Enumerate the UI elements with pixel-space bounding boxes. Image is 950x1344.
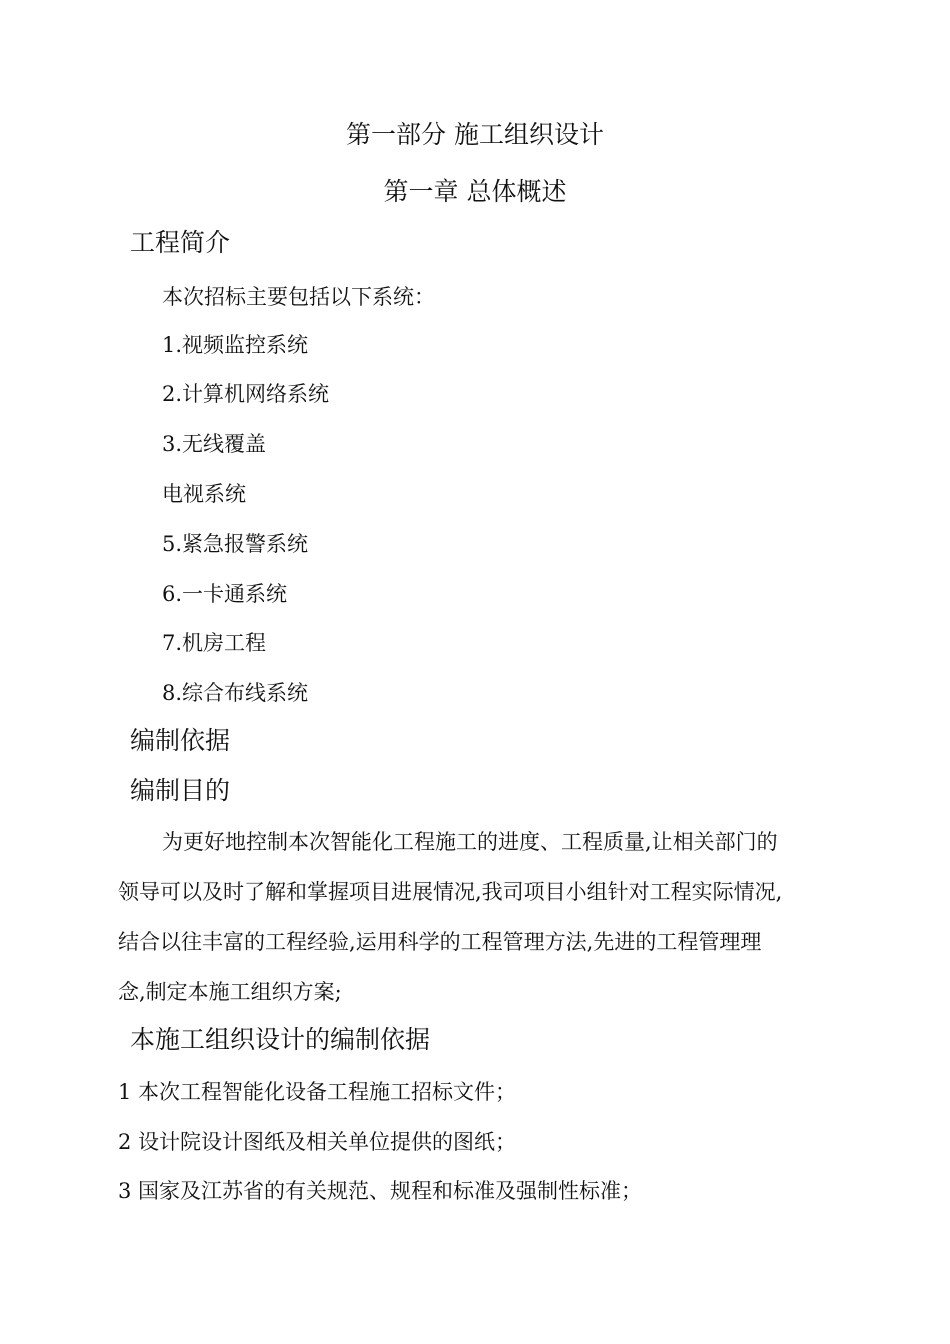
part-title: 第一部分 施工组织设计 xyxy=(346,120,604,149)
section-heading-basis: 编制依据 xyxy=(130,726,231,755)
purpose-paragraph-line: 为更好地控制本次智能化工程施工的进度、工程质量,让相关部门的 xyxy=(162,830,778,854)
chapter-title: 第一章 总体概述 xyxy=(383,177,567,206)
list-item: 1.视频监控系统 xyxy=(162,333,309,357)
list-item: 7.机房工程 xyxy=(162,631,267,655)
list-item: 5.紧急报警系统 xyxy=(162,532,309,556)
list-item: 3 国家及江苏省的有关规范、规程和标准及强制性标准； xyxy=(118,1179,643,1203)
list-item: 2.计算机网络系统 xyxy=(162,382,330,406)
list-item: 2 设计院设计图纸及相关单位提供的图纸； xyxy=(118,1130,517,1154)
purpose-paragraph-line: 念,制定本施工组织方案; xyxy=(118,980,342,1004)
overview-intro: 本次招标主要包括以下系统： xyxy=(162,285,435,309)
purpose-paragraph-line: 结合以往丰富的工程经验,运用科学的工程管理方法,先进的工程管理理 xyxy=(118,930,762,954)
purpose-paragraph-line: 领导可以及时了解和掌握项目进展情况,我司项目小组针对工程实际情况, xyxy=(118,880,783,904)
section-heading-overview: 工程简介 xyxy=(130,228,231,257)
list-item: 3.无线覆盖 xyxy=(162,432,267,456)
list-item: 电视系统 xyxy=(162,482,246,506)
section-heading-purpose: 编制目的 xyxy=(130,776,231,805)
list-item: 6.一卡通系统 xyxy=(162,582,288,606)
list-item: 8.综合布线系统 xyxy=(162,681,309,705)
list-item: 1 本次工程智能化设备工程施工招标文件； xyxy=(118,1080,517,1104)
section-heading-design-basis: 本施工组织设计的编制依据 xyxy=(130,1025,431,1054)
